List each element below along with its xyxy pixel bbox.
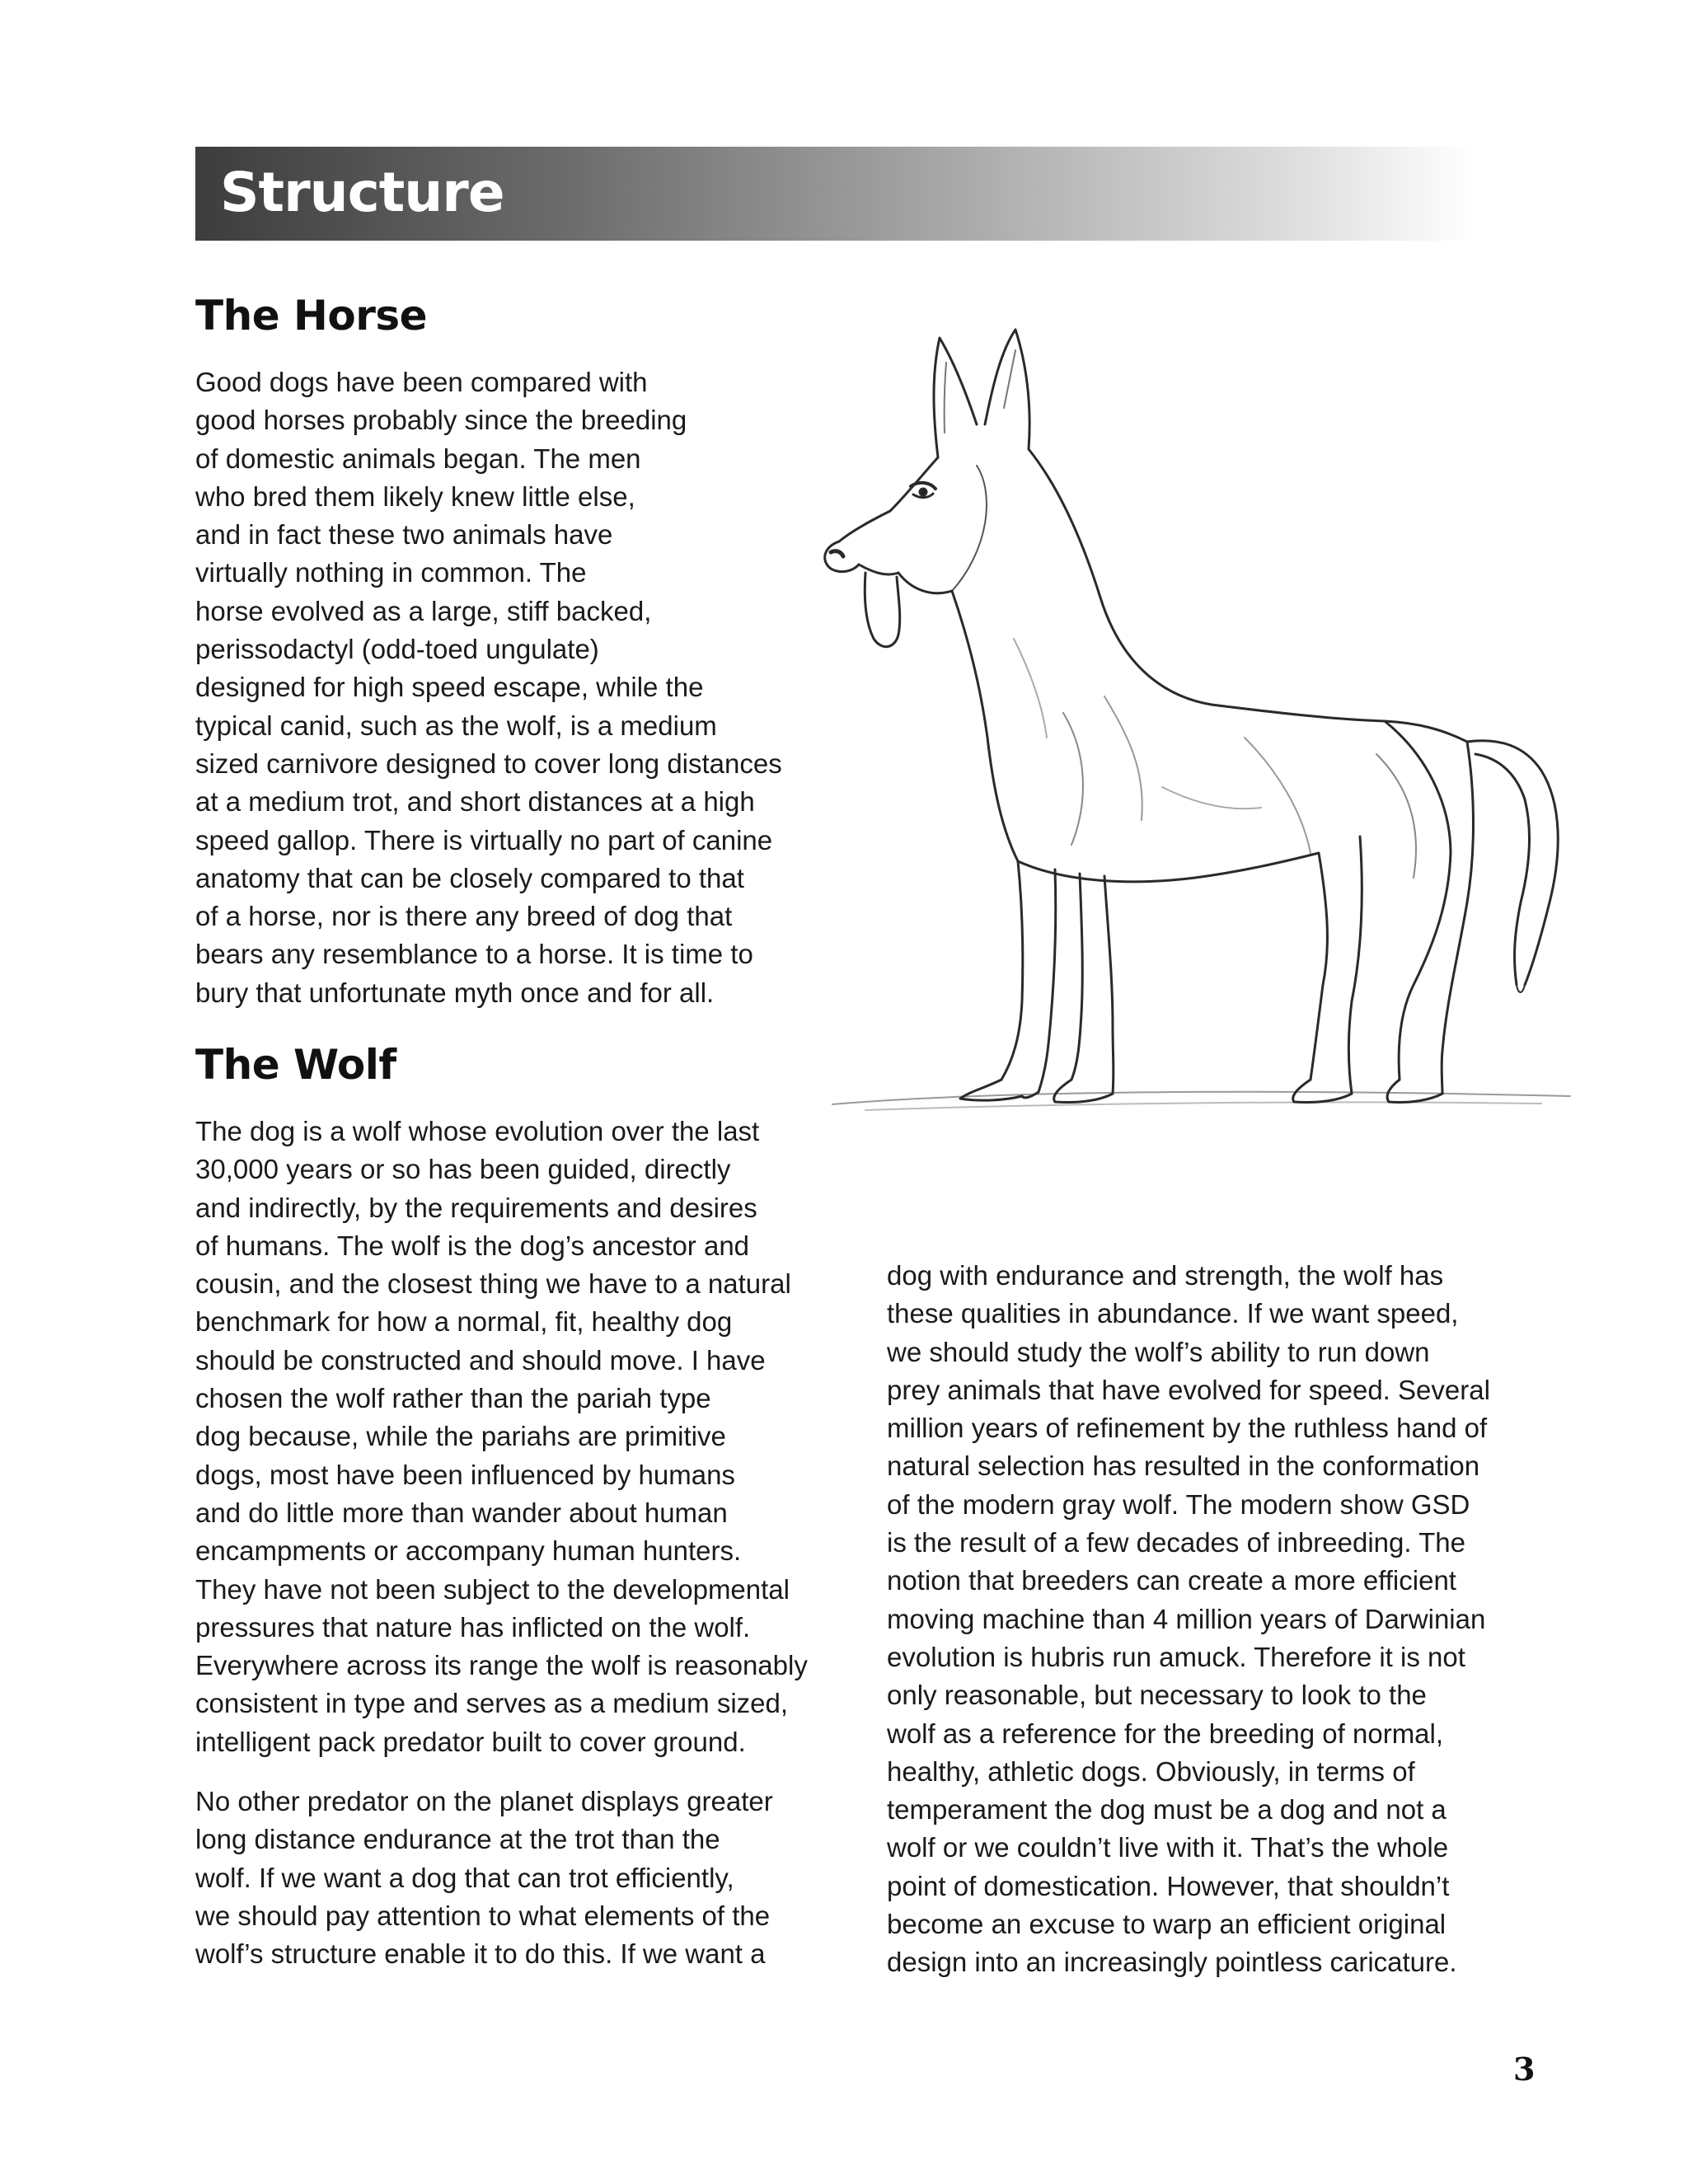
dog-sketch-icon [816, 326, 1582, 1129]
section-banner [195, 147, 1475, 241]
page-number: 3 [1513, 2050, 1536, 2088]
chapter-title: Structure [220, 161, 504, 224]
horse-paragraph: Good dogs have been compared with good horses probably since the breeding of domestic animals began. The men who bred them likely knew little else, and in fact these two animals have virtually nothing in common. The horse evolved as a large, stiff backed, perissodactyl (odd-toed ungulate) designed for high speed escape, while the typical canid, such as the wolf, is a medium sized carnivore designed to cover long distances at a medium trot, and short distances at a high speed gallop. There is virtually no part of canine anatomy that can be closely compared to that of a horse, nor is there any breed of dog that bears any resemblance to a horse. It is time to bury that unfortunate myth once and for all. [195, 367, 782, 1008]
wolf-paragraph-2: No other predator on the planet displays greater long distance endurance at the trot than the wolf. If we want a dog that can trot efficiently, we should pay attention to what elements of the wolf’s structure enable it to do this. If we want a [195, 1786, 773, 1970]
wolf-paragraph-1: The dog is a wolf whose evolution over the last 30,000 years or so has been guided, directly and indirectly, by the requirements and desires of humans. The wolf is the dog’s ancestor and cousin, and the closest thing we have to a natural benchmark for how a normal, fit, healthy dog should be constructed and should move. I have chosen the wolf rather than the pariah type dog because, while the pariahs are primitive dogs, most have been influenced by humans and do little more than wander about human encampments or accompany human hunters. They have not been subject to the developmental pressures that nature has inflicted on the wolf. Everywhere across its range the wolf is reasonably consistent in type and serves as a medium sized, intelligent pack predator built to cover ground. [195, 1116, 808, 1757]
wolf-heading: The Wolf [195, 1041, 396, 1089]
wolf-paragraph-3: dog with endurance and strength, the wolf has these qualities in abundance. If we want speed, we should study the wolf’s ability to run down prey animals that have evolved for speed. Several million years of refinement by the ruthless hand of natural selection has resulted in the conformation of the modern gray wolf. The modern show GSD is the result of a few decades of inbreeding. The notion that breeders can create a more efficient moving machine than 4 million years of Darwinian evolution is hubris run amuck. Therefore it is not only reasonable, but necessary to look to the wolf as a reference for the breeding of normal, healthy, athletic dogs. Obviously, in terms of temperament the dog must be a dog and not a wolf or we couldn’t live with it. That’s the whole point of domestication. However, that shouldn’t become an excuse to warp an efficient original design into an increasingly pointless caricature. [887, 1260, 1490, 1978]
horse-heading: The Horse [195, 292, 428, 340]
